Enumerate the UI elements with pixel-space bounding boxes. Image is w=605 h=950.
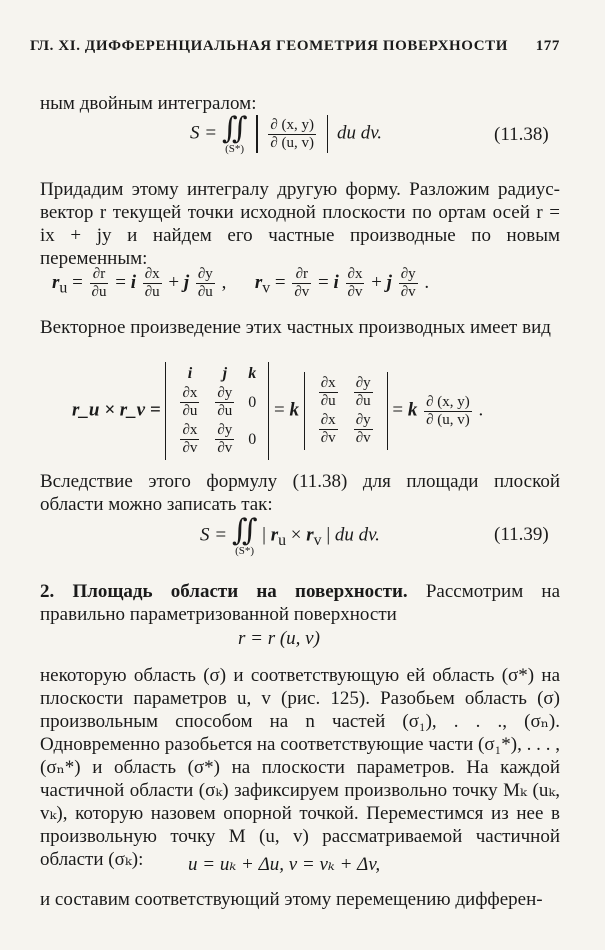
frac-dy-dv — [399, 266, 418, 301]
det2-dy-dv-den: ∂v — [355, 430, 371, 446]
equation-number-11-38: (11.38) — [494, 124, 549, 145]
equation-cross-product: r_u × r_v = i j k $\frac{\partial x}{\partial u}$ $\frac{\partial y}{\partial u}$ 0 $\frac{\partial x}{\partial v}$ $\frac{\partial y}{\partial v}$ 0 = k $\frac{\partial x}{\partial u}$ $\frac{\partial y}{\partial u}$ $\frac{\partial x}{\partial v}$ $\frac{\partial y}{\partial v}$ = k $\frac{\partial (x, y)}{\partial (u, v)}$ . — [72, 362, 483, 460]
det-j: j — [222, 365, 228, 382]
det-dy-du-num: ∂y — [217, 385, 233, 401]
det-dx-dv-den: ∂v — [182, 440, 198, 456]
equation-partials: $r_u$ = $\frac{\partial r}{\partial u}$ = i $\frac{\partial x}{\partial u}$ + j $\frac{\partial y}{\partial u}$ , $r_v$ = $\frac{\partial r}{\partial v}$ = i $\frac{\partial x}{\partial v}$ + j $\frac{\partial y}{\partial v}$ . — [52, 266, 430, 300]
cross-k: k — [289, 399, 300, 421]
det2-dy-du-num: ∂y — [355, 375, 371, 391]
cross-jacobian-num: ∂ (x, y) — [426, 393, 470, 410]
eq-lhs: S = — [190, 122, 218, 144]
frac-dx-dv — [346, 266, 365, 301]
det-zero-1: 0 — [248, 393, 257, 411]
equation-number-11-39: (11.39) — [494, 524, 549, 545]
eq-tail: du dv. — [337, 122, 383, 144]
frac-dy-dv-den: ∂v — [400, 284, 416, 300]
eq39-sub-u: u — [278, 532, 287, 550]
equation-shift: u = uₖ + Δu, v = vₖ + Δv, — [188, 854, 381, 875]
paragraph-partition: некоторую область (σ) и соответствующую ей область (σ*) на плоскости параметров u, v (рис. 125). Разобьем область (σ) произвольным способом на n частей (σ₁), . . ., (σₙ). Одновременно разобьется на соответствующие части (σ₁*), . . . , (σₙ*) и область (σ*) на плоскости параметров. На каждой частичной области (σₖ) зафиксируем произвольно точку Mₖ (uₖ, vₖ), которую назовем опорной точкой. Переместимся из нее в произвольную точку M (u, v) рассматриваемой частичной области (σₖ): — [40, 665, 560, 870]
section-paragraph — [40, 580, 560, 626]
frac-dr-du — [90, 266, 109, 301]
abs-bar-left — [256, 115, 258, 153]
cross-jacobian-den: ∂ (u, v) — [426, 411, 470, 428]
frac-dy-dv-num: ∂y — [400, 266, 416, 282]
double-integral-sign-2: ∬ (S*) — [231, 514, 258, 557]
cross-jacobian — [424, 394, 472, 429]
frac-dx-du-den: ∂u — [144, 284, 160, 300]
eq39-r2: r — [306, 524, 314, 546]
frac-dx-du — [143, 266, 162, 301]
paragraph-consequence: Вследствие этого формулу (11.38) для площади плоской области можно записать так: — [40, 471, 560, 515]
rv-subscript: v — [262, 279, 271, 297]
section-text: Рассмотрим на правильно параметризованной поверхности — [40, 581, 561, 625]
determinant-3x3 — [165, 362, 269, 460]
det-dy-dv-num: ∂y — [217, 422, 233, 438]
cross-k-2: k — [407, 399, 418, 421]
frac-dx-dv-num: ∂x — [347, 266, 363, 282]
abs-bar-right — [327, 115, 329, 153]
det-zero-2: 0 — [248, 430, 257, 448]
rv-symbol: r — [254, 271, 263, 293]
frac-dx-du-num: ∂x — [144, 266, 160, 282]
frac-dy-du-num: ∂y — [197, 266, 213, 282]
det-dy-du-den: ∂u — [217, 403, 233, 419]
header-title: ГЛ. XI. ДИФФЕРЕНЦИАЛЬНАЯ ГЕОМЕТРИЯ ПОВЕРХНОСТИ — [30, 38, 509, 54]
frac-dr-dv-den: ∂v — [294, 284, 310, 300]
eq39-r1: r — [270, 524, 279, 546]
ru-symbol: r — [52, 271, 60, 293]
det2-dx-dv-den: ∂v — [320, 430, 336, 446]
paragraph-cross-product: Векторное произведение этих частных производных имеет вид — [40, 317, 551, 338]
det2-dx-du-den: ∂u — [320, 393, 336, 409]
det2-dx-du-num: ∂x — [320, 375, 336, 391]
determinant-2x2 — [304, 372, 388, 450]
jacobian-numerator: ∂ (x, y) — [270, 116, 315, 133]
frac-dx-dv-den: ∂v — [347, 284, 363, 300]
double-integral-sign: ∬ (S*) — [221, 112, 248, 155]
frac-dr-dv — [292, 266, 311, 301]
frac-dr-du-den: ∂u — [91, 284, 107, 300]
det-i: i — [187, 365, 193, 382]
eq39-lhs: S = — [200, 524, 228, 546]
unit-i-2: i — [333, 271, 339, 293]
paragraph-final: и составим соответствующий этому перемещению дифферен- — [40, 889, 543, 910]
ru-subscript: u — [59, 279, 68, 297]
frac-dr-dv-num: ∂r — [292, 266, 311, 284]
unit-j-2: j — [386, 271, 392, 293]
eq39-sub-v: v — [313, 532, 322, 550]
equation-11-38 — [190, 114, 382, 154]
equation-11-39: S = ∬ (S*) | $r_u \times r_v$ | du dv. — [200, 514, 380, 557]
det2-dx-dv-num: ∂x — [320, 412, 336, 428]
det-k: k — [248, 365, 257, 382]
paragraph-intro: ным двойным интегралом: — [40, 93, 257, 114]
jacobian-denominator: ∂ (u, v) — [270, 134, 315, 151]
det-dy-dv-den: ∂v — [217, 440, 233, 456]
frac-dy-du-den: ∂u — [197, 284, 213, 300]
integral-domain: (S*) — [225, 143, 245, 155]
det2-dy-dv-num: ∂y — [355, 412, 371, 428]
running-header — [30, 38, 560, 62]
cross-lhs: r_u × r_v = — [72, 399, 161, 421]
equation-r-uv: r = r (u, v) — [238, 628, 320, 649]
unit-j: j — [183, 271, 190, 293]
det-dx-dv-num: ∂x — [182, 422, 198, 438]
eq39-tail: du dv. — [334, 524, 380, 546]
det-dx-du-den: ∂u — [182, 403, 198, 419]
integral-domain-2: (S*) — [235, 545, 255, 557]
frac-dy-du — [196, 266, 215, 301]
det2-dy-du-den: ∂u — [355, 393, 371, 409]
jacobian-fraction — [268, 117, 316, 152]
frac-dr-du-num: ∂r — [90, 266, 109, 284]
paragraph-decomposition: Придадим этому интегралу другую форму. Разложим радиус-вектор r текущей точки исходной плоскости по ортам осей r = ix + jy и найдем его частные производные по новым переменным: — [40, 179, 560, 269]
section-title: 2. Площадь области на поверхности. — [40, 581, 408, 602]
unit-i: i — [130, 271, 136, 293]
page-number: 177 — [535, 38, 560, 54]
det-dx-du-num: ∂x — [182, 385, 198, 401]
